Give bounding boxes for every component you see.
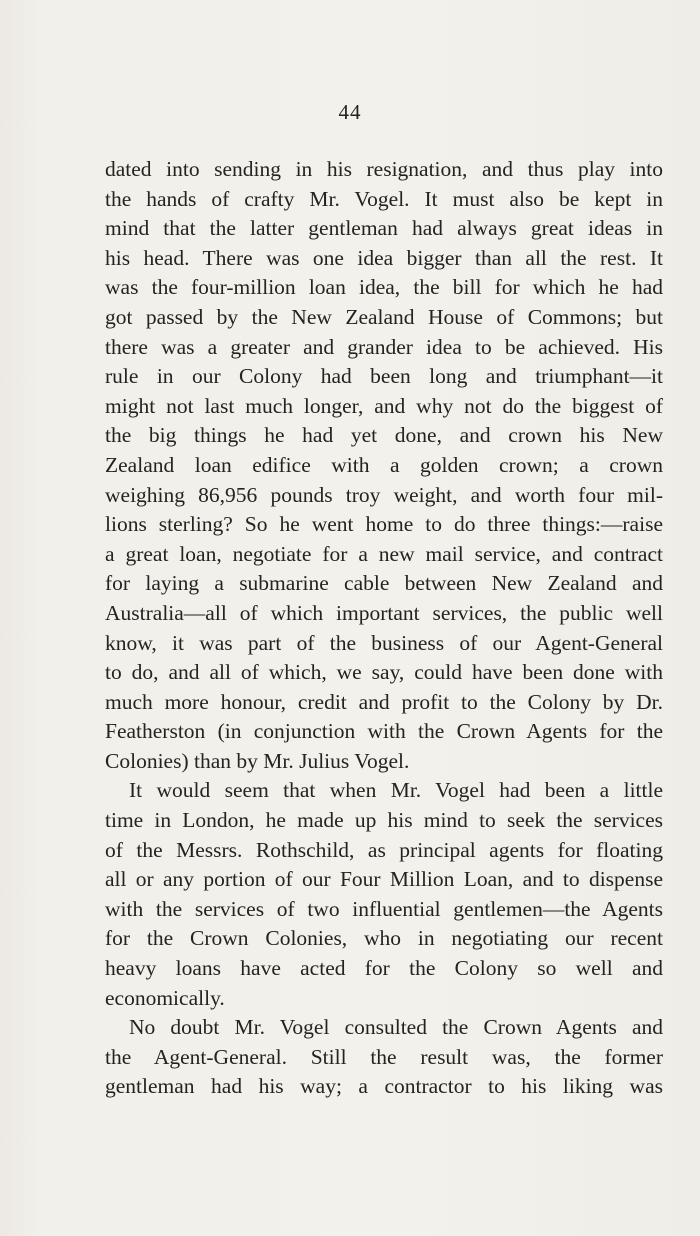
text-line: the Agent-General. Still the result was, the former xyxy=(105,1044,663,1069)
text-line: was the four-million loan idea, the bill for which he had xyxy=(105,275,663,300)
paragraph-end-line: Colonies) than by Mr. Julius Vogel. xyxy=(105,748,410,773)
text-line: Australia—all of which important services, the public well xyxy=(105,600,663,625)
text-line: dated into sending in his resignation, and thus play into xyxy=(105,157,663,181)
paragraph-end-line: economically. xyxy=(105,985,225,1010)
text-line: much more honour, credit and profit to the Colony by Dr. xyxy=(105,689,663,714)
text-line: got passed by the New Zealand House of Commons; but xyxy=(105,304,663,329)
text-line: gentleman had his way; a contractor to his liking was xyxy=(105,1074,663,1099)
text-line: time in London, he made up his mind to seek the services xyxy=(105,808,663,833)
text-line: Zealand loan edifice with a golden crown; a crown xyxy=(105,452,663,477)
text-line: the hands of crafty Mr. Vogel. It must also be kept in xyxy=(105,186,663,211)
text-line: lions sterling? So he went home to do three things:—raise xyxy=(105,512,663,537)
text-line: Featherston (in conjunction with the Crown Agents for the xyxy=(105,719,663,744)
text-line: for the Crown Colonies, who in negotiating our recent xyxy=(105,926,663,951)
page-number: 44 xyxy=(338,100,362,124)
text-line: heavy loans have acted for the Colony so well and xyxy=(105,956,663,981)
text-line: all or any portion of our Four Million Loan, and to dispense xyxy=(105,867,663,892)
text-line: a great loan, negotiate for a new mail service, and contract xyxy=(105,541,663,566)
text-line: the big things he had yet done, and crown his New xyxy=(105,423,663,448)
text-line: his head. There was one idea bigger than all the rest. It xyxy=(105,245,663,270)
text-line: there was a greater and grander idea to be achieved. His xyxy=(105,334,663,359)
text-line: weighing 86,956 pounds troy weight, and worth four mil- xyxy=(105,482,663,507)
text-line: know, it was part of the business of our Agent-General xyxy=(105,630,663,655)
paragraph-start-line: It would seem that when Mr. Vogel had been a little xyxy=(129,778,663,803)
body-text xyxy=(105,155,663,1102)
text-line: might not last much longer, and why not do the biggest of xyxy=(105,393,663,418)
text-line: to do, and all of which, we say, could have been done with xyxy=(105,660,663,685)
text-line: rule in our Colony had been long and triumphant—it xyxy=(105,364,663,389)
text-line: with the services of two influential gentlemen—the Agents xyxy=(105,896,663,921)
text-line: for laying a submarine cable between New Zealand and xyxy=(105,571,663,596)
text-line: mind that the latter gentleman had always great ideas in xyxy=(105,216,663,241)
paragraph-start-line: No doubt Mr. Vogel consulted the Crown Agents and xyxy=(129,1015,663,1040)
text-line: of the Messrs. Rothschild, as principal agents for floating xyxy=(105,837,663,862)
